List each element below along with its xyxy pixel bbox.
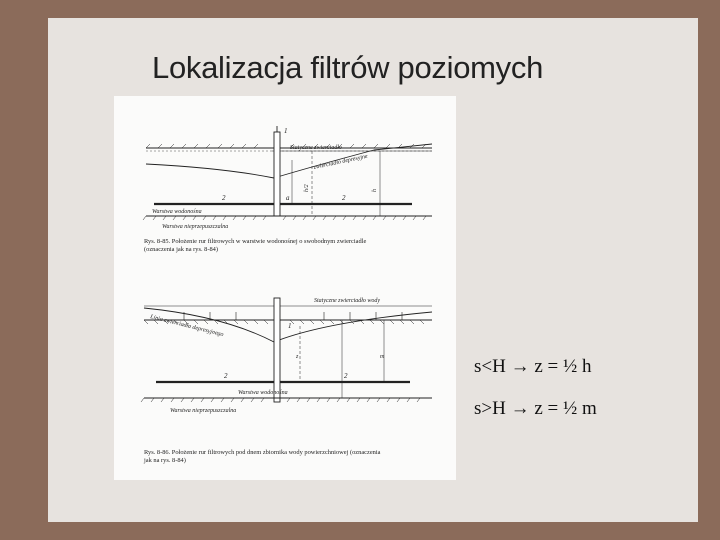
label-depression-bottom: Linia zwierciadła depresyjnego xyxy=(149,314,224,339)
caption-top-2: (oznaczenia jak na rys. 8-84) xyxy=(144,246,218,253)
label-num-2a-bottom: 2 xyxy=(224,372,228,380)
well-bottom xyxy=(274,298,280,402)
label-h-top: h xyxy=(372,189,378,192)
slide-title: Lokalizacja filtrów poziomych xyxy=(152,50,544,85)
slide xyxy=(48,18,698,522)
label-num-2b-top: 2 xyxy=(342,194,346,202)
formula-1-condition: s<H xyxy=(474,356,506,377)
arrow-icon: → xyxy=(510,356,530,377)
label-num-1-top: 1 xyxy=(284,127,288,135)
caption-bottom-1: Rys. 8-86. Położenie rur filtrowych pod dnem zbiornika wody powierzchniowej (oznaczenia xyxy=(144,449,381,456)
formula-2-result: z = ½ m xyxy=(534,398,597,419)
label-num-1-bottom: 1 xyxy=(288,322,292,330)
label-static-top: Statyczne zwierciadło xyxy=(290,145,342,151)
diagram-svg xyxy=(114,96,456,480)
formula-2-condition: s>H xyxy=(474,398,506,419)
label-water-top: Warstwa wodonośna xyxy=(152,209,202,215)
label-a-top: a xyxy=(286,194,290,202)
arrow-icon: → xyxy=(510,398,530,419)
label-m-bottom: m xyxy=(380,354,385,360)
formula-1-result: z = ½ h xyxy=(534,356,592,377)
label-impermeable-top: Warstwa nieprzepuszczalna xyxy=(162,224,229,230)
caption-top-1: Rys. 8-85. Położenie rur filtrowych w warstwie wodonośnej o swobodnym zwierciadle xyxy=(144,238,367,245)
label-impermeable-bottom: Warstwa nieprzepuszczalna xyxy=(170,408,237,414)
label-num-2b-bottom: 2 xyxy=(344,372,348,380)
depression-curve-top xyxy=(146,144,432,178)
label-h2-top: h/2 xyxy=(304,184,310,192)
scanned-figure xyxy=(114,96,456,480)
figure-top xyxy=(143,126,432,220)
figure-top-labels xyxy=(144,127,378,253)
label-num-2a-top: 2 xyxy=(222,194,226,202)
well-top xyxy=(274,132,280,216)
label-static-bottom: Statyczne zwierciadło wody xyxy=(314,298,381,304)
label-water-bottom: Warstwa wodonośna xyxy=(238,390,288,396)
formula-1 xyxy=(474,356,592,378)
label-depression-top: zwierciadło depresyjne xyxy=(313,153,369,171)
figure-bottom xyxy=(141,298,432,402)
formula-2 xyxy=(474,398,597,420)
label-z-bottom: z xyxy=(296,354,299,360)
caption-bottom-2: jak na rys. 8-84) xyxy=(144,457,186,464)
